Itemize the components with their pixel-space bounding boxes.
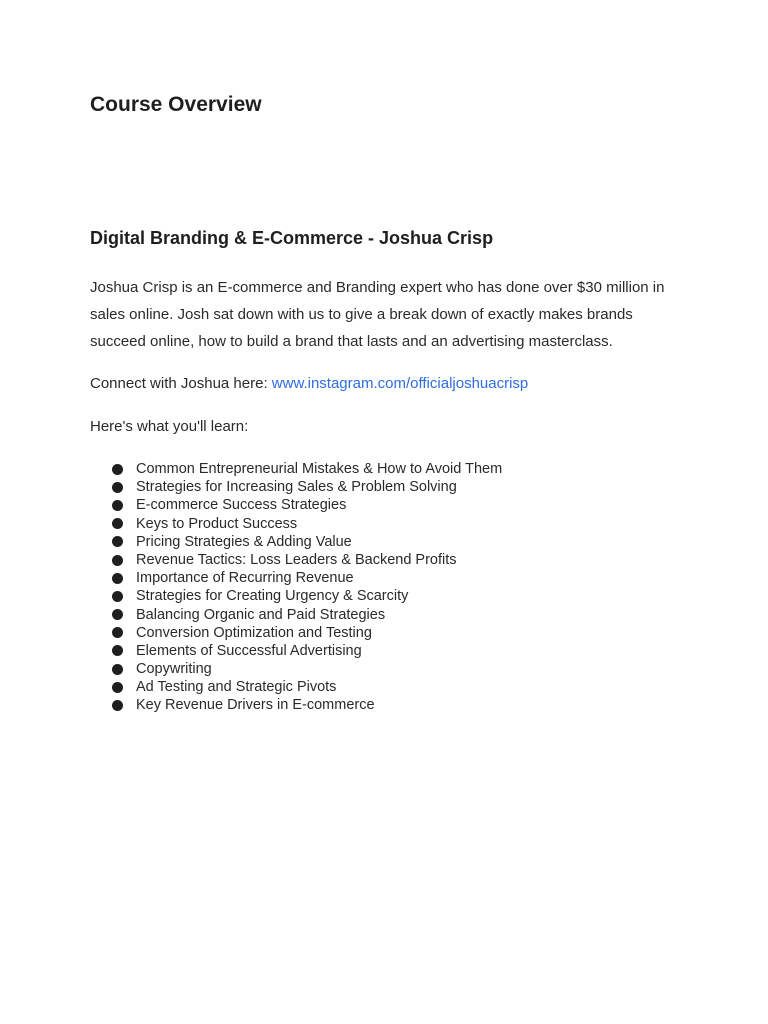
topics-list <box>112 460 502 715</box>
bullet-icon <box>112 609 123 620</box>
list-item <box>112 551 502 569</box>
section-title: Digital Branding & E-Commerce - Joshua Crisp <box>90 228 494 248</box>
list-item <box>112 533 502 551</box>
list-item <box>112 660 502 678</box>
list-item <box>112 496 502 514</box>
list-item <box>112 678 502 696</box>
bullet-icon <box>112 627 123 638</box>
bullet-icon <box>112 682 123 693</box>
topic-text: Keys to Product Success <box>136 515 298 532</box>
topic-text: Conversion Optimization and Testing <box>136 624 372 641</box>
topic-text: Strategies for Increasing Sales & Problem Solving <box>136 479 457 496</box>
page-title: Course Overview <box>90 93 262 116</box>
bullet-icon <box>112 645 123 656</box>
list-item <box>112 569 502 587</box>
topic-text: Elements of Successful Advertising <box>136 642 362 659</box>
bullet-icon <box>112 573 123 584</box>
topic-text: Ad Testing and Strategic Pivots <box>136 679 337 696</box>
list-item <box>112 587 502 605</box>
list-item <box>112 642 502 660</box>
bullet-icon <box>112 482 123 493</box>
list-item <box>112 624 502 642</box>
bullet-icon <box>112 464 123 475</box>
topic-text: Copywriting <box>136 661 212 678</box>
topic-text: Balancing Organic and Paid Strategies <box>136 606 386 623</box>
connect-label: Connect with Joshua here: <box>90 375 272 392</box>
bullet-icon <box>112 555 123 566</box>
list-item <box>112 515 502 533</box>
instagram-link[interactable]: www.instagram.com/officialjoshuacrisp <box>271 375 529 392</box>
bullet-icon <box>112 536 123 547</box>
intro-paragraph: Joshua Crisp is an E-commerce and Branding expert who has done over $30 million in sales online. Josh sat down with us to give a break down of exactly makes brands succeed online, how to build a brand that lasts and an advertising masterclass. <box>90 279 665 350</box>
topic-text: Importance of Recurring Revenue <box>136 570 354 587</box>
topic-text: Strategies for Creating Urgency & Scarcity <box>136 588 409 605</box>
list-item <box>112 696 502 714</box>
bullet-icon <box>112 700 123 711</box>
learn-heading: Here's what you'll learn: <box>90 418 249 435</box>
list-item <box>112 606 502 624</box>
topic-text: E-commerce Success Strategies <box>136 497 347 514</box>
topic-text: Common Entrepreneurial Mistakes & How to Avoid Them <box>136 461 503 477</box>
list-item <box>112 478 502 496</box>
topic-text: Revenue Tactics: Loss Leaders & Backend Profits <box>136 551 457 568</box>
topic-text: Key Revenue Drivers in E-commerce <box>136 697 375 714</box>
bullet-icon <box>112 664 123 675</box>
list-item <box>112 460 502 478</box>
topic-text: Pricing Strategies & Adding Value <box>136 533 352 550</box>
bullet-icon <box>112 518 123 529</box>
connect-line <box>90 372 528 396</box>
bullet-icon <box>112 500 123 511</box>
bullet-icon <box>112 591 123 602</box>
